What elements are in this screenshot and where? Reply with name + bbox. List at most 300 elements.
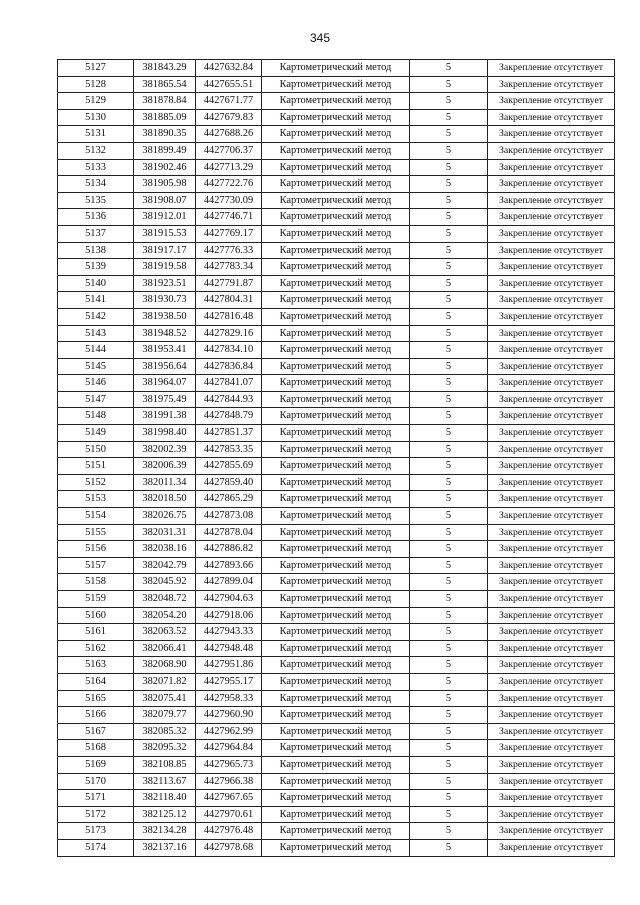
x-coordinate-cell: 382026.75 <box>134 508 196 525</box>
table-row <box>58 375 615 392</box>
table-row <box>58 624 615 641</box>
y-coordinate-cell: 4427679.83 <box>196 109 262 126</box>
y-coordinate-cell: 4427865.29 <box>196 491 262 508</box>
table-row <box>58 242 615 259</box>
y-coordinate-cell: 4427829.16 <box>196 325 262 342</box>
y-coordinate-cell: 4427966.38 <box>196 773 262 790</box>
accuracy-cell: 5 <box>410 673 488 690</box>
accuracy-cell: 5 <box>410 541 488 558</box>
method-cell: Картометрический метод <box>262 60 410 77</box>
accuracy-cell: 5 <box>410 707 488 724</box>
point-number-cell: 5136 <box>58 209 134 226</box>
table-row <box>58 773 615 790</box>
table-row <box>58 591 615 608</box>
fixation-cell: Закрепление отсутствует <box>488 308 615 325</box>
point-number-cell: 5137 <box>58 225 134 242</box>
table-row <box>58 574 615 591</box>
fixation-cell: Закрепление отсутствует <box>488 773 615 790</box>
fixation-cell: Закрепление отсутствует <box>488 690 615 707</box>
x-coordinate-cell: 382118.40 <box>134 790 196 807</box>
method-cell: Картометрический метод <box>262 690 410 707</box>
x-coordinate-cell: 382038.16 <box>134 541 196 558</box>
x-coordinate-cell: 381953.41 <box>134 342 196 359</box>
x-coordinate-cell: 382113.67 <box>134 773 196 790</box>
point-number-cell: 5131 <box>58 126 134 143</box>
point-number-cell: 5170 <box>58 773 134 790</box>
table-row <box>58 673 615 690</box>
point-number-cell: 5157 <box>58 557 134 574</box>
accuracy-cell: 5 <box>410 491 488 508</box>
y-coordinate-cell: 4427962.99 <box>196 723 262 740</box>
method-cell: Картометрический метод <box>262 624 410 641</box>
accuracy-cell: 5 <box>410 391 488 408</box>
method-cell: Картометрический метод <box>262 839 410 856</box>
table-row <box>58 126 615 143</box>
y-coordinate-cell: 4427834.10 <box>196 342 262 359</box>
x-coordinate-cell: 381908.07 <box>134 192 196 209</box>
point-number-cell: 5130 <box>58 109 134 126</box>
table-row <box>58 192 615 209</box>
y-coordinate-cell: 4427706.37 <box>196 142 262 159</box>
method-cell: Картометрический метод <box>262 607 410 624</box>
fixation-cell: Закрепление отсутствует <box>488 524 615 541</box>
accuracy-cell: 5 <box>410 408 488 425</box>
x-coordinate-cell: 382042.79 <box>134 557 196 574</box>
accuracy-cell: 5 <box>410 209 488 226</box>
method-cell: Картометрический метод <box>262 275 410 292</box>
method-cell: Картометрический метод <box>262 823 410 840</box>
x-coordinate-cell: 382085.32 <box>134 723 196 740</box>
x-coordinate-cell: 382031.31 <box>134 524 196 541</box>
accuracy-cell: 5 <box>410 607 488 624</box>
x-coordinate-cell: 381938.50 <box>134 308 196 325</box>
table-row <box>58 325 615 342</box>
accuracy-cell: 5 <box>410 292 488 309</box>
method-cell: Картометрический метод <box>262 524 410 541</box>
y-coordinate-cell: 4427655.51 <box>196 76 262 93</box>
table-row <box>58 723 615 740</box>
point-number-cell: 5155 <box>58 524 134 541</box>
fixation-cell: Закрепление отсутствует <box>488 624 615 641</box>
fixation-cell: Закрепление отсутствует <box>488 408 615 425</box>
point-number-cell: 5148 <box>58 408 134 425</box>
method-cell: Картометрический метод <box>262 142 410 159</box>
x-coordinate-cell: 381948.52 <box>134 325 196 342</box>
point-number-cell: 5156 <box>58 541 134 558</box>
table-row <box>58 93 615 110</box>
y-coordinate-cell: 4427713.29 <box>196 159 262 176</box>
accuracy-cell: 5 <box>410 823 488 840</box>
table-row <box>58 308 615 325</box>
point-number-cell: 5169 <box>58 756 134 773</box>
y-coordinate-cell: 4427943.33 <box>196 624 262 641</box>
method-cell: Картометрический метод <box>262 242 410 259</box>
point-number-cell: 5145 <box>58 358 134 375</box>
y-coordinate-cell: 4427855.69 <box>196 458 262 475</box>
accuracy-cell: 5 <box>410 624 488 641</box>
point-number-cell: 5134 <box>58 176 134 193</box>
table-row <box>58 60 615 77</box>
method-cell: Картометрический метод <box>262 126 410 143</box>
method-cell: Картометрический метод <box>262 308 410 325</box>
point-number-cell: 5147 <box>58 391 134 408</box>
point-number-cell: 5165 <box>58 690 134 707</box>
method-cell: Картометрический метод <box>262 325 410 342</box>
x-coordinate-cell: 381899.49 <box>134 142 196 159</box>
y-coordinate-cell: 4427859.40 <box>196 474 262 491</box>
y-coordinate-cell: 4427893.66 <box>196 557 262 574</box>
y-coordinate-cell: 4427722.76 <box>196 176 262 193</box>
fixation-cell: Закрепление отсутствует <box>488 142 615 159</box>
point-number-cell: 5149 <box>58 425 134 442</box>
method-cell: Картометрический метод <box>262 591 410 608</box>
method-cell: Картометрический метод <box>262 192 410 209</box>
x-coordinate-cell: 382066.41 <box>134 640 196 657</box>
table-row <box>58 109 615 126</box>
method-cell: Картометрический метод <box>262 474 410 491</box>
x-coordinate-cell: 381902.46 <box>134 159 196 176</box>
fixation-cell: Закрепление отсутствует <box>488 657 615 674</box>
point-number-cell: 5167 <box>58 723 134 740</box>
point-number-cell: 5171 <box>58 790 134 807</box>
x-coordinate-cell: 381905.98 <box>134 176 196 193</box>
fixation-cell: Закрепление отсутствует <box>488 109 615 126</box>
table-row <box>58 441 615 458</box>
accuracy-cell: 5 <box>410 441 488 458</box>
x-coordinate-cell: 381923.51 <box>134 275 196 292</box>
y-coordinate-cell: 4427853.35 <box>196 441 262 458</box>
page-number: 345 <box>309 31 331 45</box>
table-row <box>58 176 615 193</box>
fixation-cell: Закрепление отсутствует <box>488 740 615 757</box>
point-number-cell: 5142 <box>58 308 134 325</box>
accuracy-cell: 5 <box>410 790 488 807</box>
fixation-cell: Закрепление отсутствует <box>488 839 615 856</box>
x-coordinate-cell: 381930.73 <box>134 292 196 309</box>
accuracy-cell: 5 <box>410 225 488 242</box>
method-cell: Картометрический метод <box>262 225 410 242</box>
x-coordinate-cell: 381878.84 <box>134 93 196 110</box>
accuracy-cell: 5 <box>410 176 488 193</box>
method-cell: Картометрический метод <box>262 358 410 375</box>
fixation-cell: Закрепление отсутствует <box>488 225 615 242</box>
point-number-cell: 5135 <box>58 192 134 209</box>
method-cell: Картометрический метод <box>262 557 410 574</box>
accuracy-cell: 5 <box>410 109 488 126</box>
y-coordinate-cell: 4427848.79 <box>196 408 262 425</box>
point-number-cell: 5163 <box>58 657 134 674</box>
method-cell: Картометрический метод <box>262 491 410 508</box>
x-coordinate-cell: 382002.39 <box>134 441 196 458</box>
fixation-cell: Закрепление отсутствует <box>488 176 615 193</box>
y-coordinate-cell: 4427948.48 <box>196 640 262 657</box>
y-coordinate-cell: 4427804.31 <box>196 292 262 309</box>
point-number-cell: 5158 <box>58 574 134 591</box>
point-number-cell: 5166 <box>58 707 134 724</box>
point-number-cell: 5129 <box>58 93 134 110</box>
x-coordinate-cell: 382068.90 <box>134 657 196 674</box>
x-coordinate-cell: 382011.34 <box>134 474 196 491</box>
method-cell: Картометрический метод <box>262 425 410 442</box>
accuracy-cell: 5 <box>410 508 488 525</box>
y-coordinate-cell: 4427632.84 <box>196 60 262 77</box>
accuracy-cell: 5 <box>410 358 488 375</box>
table-row <box>58 740 615 757</box>
x-coordinate-cell: 382075.41 <box>134 690 196 707</box>
method-cell: Картометрический метод <box>262 391 410 408</box>
method-cell: Картометрический метод <box>262 541 410 558</box>
fixation-cell: Закрепление отсутствует <box>488 425 615 442</box>
fixation-cell: Закрепление отсутствует <box>488 640 615 657</box>
fixation-cell: Закрепление отсутствует <box>488 93 615 110</box>
accuracy-cell: 5 <box>410 192 488 209</box>
fixation-cell: Закрепление отсутствует <box>488 574 615 591</box>
accuracy-cell: 5 <box>410 375 488 392</box>
method-cell: Картометрический метод <box>262 707 410 724</box>
accuracy-cell: 5 <box>410 259 488 276</box>
y-coordinate-cell: 4427688.26 <box>196 126 262 143</box>
fixation-cell: Закрепление отсутствует <box>488 292 615 309</box>
fixation-cell: Закрепление отсутствует <box>488 607 615 624</box>
fixation-cell: Закрепление отсутствует <box>488 557 615 574</box>
fixation-cell: Закрепление отсутствует <box>488 275 615 292</box>
point-number-cell: 5138 <box>58 242 134 259</box>
x-coordinate-cell: 382063.52 <box>134 624 196 641</box>
accuracy-cell: 5 <box>410 640 488 657</box>
point-number-cell: 5128 <box>58 76 134 93</box>
table-row <box>58 76 615 93</box>
table-row <box>58 225 615 242</box>
method-cell: Картометрический метод <box>262 773 410 790</box>
method-cell: Картометрический метод <box>262 292 410 309</box>
accuracy-cell: 5 <box>410 740 488 757</box>
fixation-cell: Закрепление отсутствует <box>488 209 615 226</box>
table-row <box>58 607 615 624</box>
table-row <box>58 541 615 558</box>
method-cell: Картометрический метод <box>262 441 410 458</box>
y-coordinate-cell: 4427816.48 <box>196 308 262 325</box>
fixation-cell: Закрепление отсутствует <box>488 723 615 740</box>
table-row <box>58 458 615 475</box>
accuracy-cell: 5 <box>410 275 488 292</box>
table-row <box>58 657 615 674</box>
method-cell: Картометрический метод <box>262 756 410 773</box>
fixation-cell: Закрепление отсутствует <box>488 756 615 773</box>
fixation-cell: Закрепление отсутствует <box>488 325 615 342</box>
y-coordinate-cell: 4427955.17 <box>196 673 262 690</box>
y-coordinate-cell: 4427967.65 <box>196 790 262 807</box>
point-number-cell: 5143 <box>58 325 134 342</box>
table-row <box>58 707 615 724</box>
x-coordinate-cell: 382095.32 <box>134 740 196 757</box>
table-row <box>58 640 615 657</box>
accuracy-cell: 5 <box>410 574 488 591</box>
fixation-cell: Закрепление отсутствует <box>488 806 615 823</box>
y-coordinate-cell: 4427844.93 <box>196 391 262 408</box>
accuracy-cell: 5 <box>410 76 488 93</box>
fixation-cell: Закрепление отсутствует <box>488 508 615 525</box>
point-number-cell: 5132 <box>58 142 134 159</box>
method-cell: Картометрический метод <box>262 640 410 657</box>
table-row <box>58 259 615 276</box>
x-coordinate-cell: 382048.72 <box>134 591 196 608</box>
y-coordinate-cell: 4427960.90 <box>196 707 262 724</box>
x-coordinate-cell: 382071.82 <box>134 673 196 690</box>
method-cell: Картометрический метод <box>262 76 410 93</box>
method-cell: Картометрический метод <box>262 209 410 226</box>
x-coordinate-cell: 381975.49 <box>134 391 196 408</box>
point-number-cell: 5133 <box>58 159 134 176</box>
accuracy-cell: 5 <box>410 308 488 325</box>
point-number-cell: 5141 <box>58 292 134 309</box>
accuracy-cell: 5 <box>410 325 488 342</box>
accuracy-cell: 5 <box>410 557 488 574</box>
y-coordinate-cell: 4427836.84 <box>196 358 262 375</box>
y-coordinate-cell: 4427851.37 <box>196 425 262 442</box>
point-number-cell: 5140 <box>58 275 134 292</box>
fixation-cell: Закрепление отсутствует <box>488 823 615 840</box>
fixation-cell: Закрепление отсутствует <box>488 159 615 176</box>
y-coordinate-cell: 4427671.77 <box>196 93 262 110</box>
x-coordinate-cell: 382125.12 <box>134 806 196 823</box>
fixation-cell: Закрепление отсутствует <box>488 441 615 458</box>
accuracy-cell: 5 <box>410 159 488 176</box>
method-cell: Картометрический метод <box>262 790 410 807</box>
fixation-cell: Закрепление отсутствует <box>488 391 615 408</box>
y-coordinate-cell: 4427978.68 <box>196 839 262 856</box>
accuracy-cell: 5 <box>410 690 488 707</box>
method-cell: Картометрический метод <box>262 176 410 193</box>
table-row <box>58 292 615 309</box>
method-cell: Картометрический метод <box>262 159 410 176</box>
point-number-cell: 5144 <box>58 342 134 359</box>
method-cell: Картометрический метод <box>262 342 410 359</box>
table-row <box>58 425 615 442</box>
y-coordinate-cell: 4427873.08 <box>196 508 262 525</box>
fixation-cell: Закрепление отсутствует <box>488 541 615 558</box>
x-coordinate-cell: 382137.16 <box>134 839 196 856</box>
accuracy-cell: 5 <box>410 773 488 790</box>
y-coordinate-cell: 4427791.87 <box>196 275 262 292</box>
table-row <box>58 806 615 823</box>
method-cell: Картометрический метод <box>262 723 410 740</box>
y-coordinate-cell: 4427886.82 <box>196 541 262 558</box>
x-coordinate-cell: 382006.39 <box>134 458 196 475</box>
table-row <box>58 142 615 159</box>
accuracy-cell: 5 <box>410 591 488 608</box>
point-number-cell: 5150 <box>58 441 134 458</box>
y-coordinate-cell: 4427899.04 <box>196 574 262 591</box>
fixation-cell: Закрепление отсутствует <box>488 790 615 807</box>
table-row <box>58 508 615 525</box>
y-coordinate-cell: 4427976.48 <box>196 823 262 840</box>
fixation-cell: Закрепление отсутствует <box>488 358 615 375</box>
x-coordinate-cell: 382018.50 <box>134 491 196 508</box>
fixation-cell: Закрепление отсутствует <box>488 242 615 259</box>
fixation-cell: Закрепление отсутствует <box>488 76 615 93</box>
method-cell: Картометрический метод <box>262 508 410 525</box>
point-number-cell: 5161 <box>58 624 134 641</box>
point-number-cell: 5153 <box>58 491 134 508</box>
y-coordinate-cell: 4427904.63 <box>196 591 262 608</box>
y-coordinate-cell: 4427783.34 <box>196 259 262 276</box>
coordinates-table <box>57 59 615 857</box>
accuracy-cell: 5 <box>410 657 488 674</box>
accuracy-cell: 5 <box>410 425 488 442</box>
y-coordinate-cell: 4427776.33 <box>196 242 262 259</box>
y-coordinate-cell: 4427769.17 <box>196 225 262 242</box>
x-coordinate-cell: 381885.09 <box>134 109 196 126</box>
point-number-cell: 5160 <box>58 607 134 624</box>
table-row <box>58 474 615 491</box>
x-coordinate-cell: 382079.77 <box>134 707 196 724</box>
accuracy-cell: 5 <box>410 93 488 110</box>
method-cell: Картометрический метод <box>262 109 410 126</box>
method-cell: Картометрический метод <box>262 259 410 276</box>
fixation-cell: Закрепление отсутствует <box>488 192 615 209</box>
accuracy-cell: 5 <box>410 60 488 77</box>
x-coordinate-cell: 381919.58 <box>134 259 196 276</box>
table-row <box>58 790 615 807</box>
fixation-cell: Закрепление отсутствует <box>488 458 615 475</box>
table-row <box>58 358 615 375</box>
accuracy-cell: 5 <box>410 524 488 541</box>
table-row <box>58 756 615 773</box>
table-row <box>58 690 615 707</box>
table-row <box>58 491 615 508</box>
accuracy-cell: 5 <box>410 839 488 856</box>
y-coordinate-cell: 4427746.71 <box>196 209 262 226</box>
fixation-cell: Закрепление отсутствует <box>488 591 615 608</box>
accuracy-cell: 5 <box>410 474 488 491</box>
accuracy-cell: 5 <box>410 242 488 259</box>
accuracy-cell: 5 <box>410 142 488 159</box>
fixation-cell: Закрепление отсутствует <box>488 707 615 724</box>
x-coordinate-cell: 381917.17 <box>134 242 196 259</box>
point-number-cell: 5127 <box>58 60 134 77</box>
y-coordinate-cell: 4427964.84 <box>196 740 262 757</box>
x-coordinate-cell: 381964.07 <box>134 375 196 392</box>
fixation-cell: Закрепление отсутствует <box>488 491 615 508</box>
x-coordinate-cell: 381991.38 <box>134 408 196 425</box>
point-number-cell: 5154 <box>58 508 134 525</box>
accuracy-cell: 5 <box>410 126 488 143</box>
accuracy-cell: 5 <box>410 756 488 773</box>
y-coordinate-cell: 4427878.04 <box>196 524 262 541</box>
point-number-cell: 5159 <box>58 591 134 608</box>
accuracy-cell: 5 <box>410 806 488 823</box>
fixation-cell: Закрепление отсутствует <box>488 342 615 359</box>
accuracy-cell: 5 <box>410 458 488 475</box>
fixation-cell: Закрепление отсутствует <box>488 673 615 690</box>
x-coordinate-cell: 381843.29 <box>134 60 196 77</box>
x-coordinate-cell: 381890.35 <box>134 126 196 143</box>
y-coordinate-cell: 4427958.33 <box>196 690 262 707</box>
table-row <box>58 524 615 541</box>
method-cell: Картометрический метод <box>262 740 410 757</box>
method-cell: Картометрический метод <box>262 806 410 823</box>
x-coordinate-cell: 381865.54 <box>134 76 196 93</box>
method-cell: Картометрический метод <box>262 375 410 392</box>
x-coordinate-cell: 381998.40 <box>134 425 196 442</box>
table-row <box>58 839 615 856</box>
accuracy-cell: 5 <box>410 342 488 359</box>
table-row <box>58 159 615 176</box>
y-coordinate-cell: 4427730.09 <box>196 192 262 209</box>
point-number-cell: 5151 <box>58 458 134 475</box>
point-number-cell: 5162 <box>58 640 134 657</box>
fixation-cell: Закрепление отсутствует <box>488 375 615 392</box>
